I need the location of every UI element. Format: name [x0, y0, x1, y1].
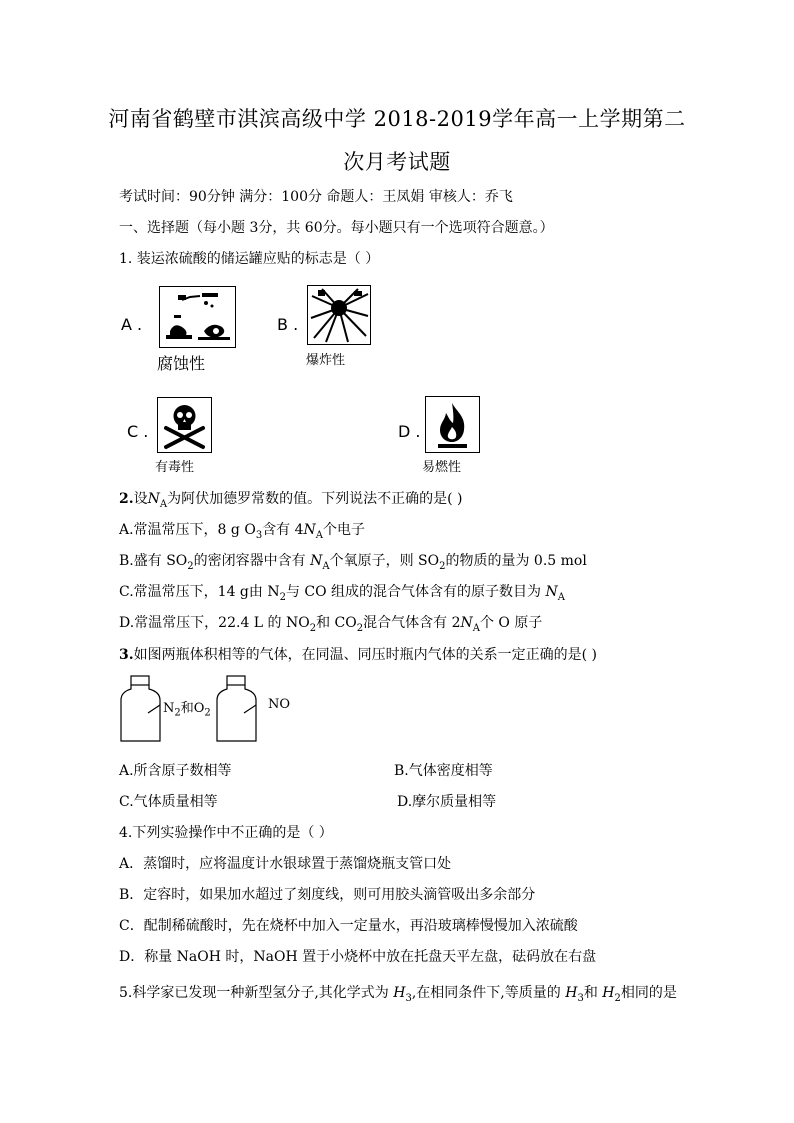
option-b-caption: 爆炸性: [306, 353, 346, 368]
skull-crossbones-icon: [158, 398, 211, 452]
explosive-sign: [307, 285, 371, 345]
question-3-option-b: B.气体密度相等: [394, 763, 493, 779]
option-a-letter: A .: [121, 315, 143, 334]
option-d-letter: D .: [398, 422, 421, 441]
option-c-letter: C .: [127, 422, 149, 441]
question-3-option-a: A.所含原子数相等: [119, 763, 232, 779]
flame-icon: [426, 397, 479, 452]
question-2-option-a: A.常温常压下，8 g $O_3$含有 $4N_A$个电子: [119, 522, 366, 541]
question-1-stem: 1. 装运浓硫酸的储运罐应贴的标志是（ ）: [119, 251, 380, 267]
explosive-icon: [308, 286, 370, 344]
toxic-sign: [157, 397, 212, 453]
exam-info: 考试时间：90分钟 满分：100分 命题人：王凤娟 审核人：乔飞: [119, 189, 513, 205]
question-4-stem: 4.下列实验操作中不正确的是（ ）: [119, 825, 333, 841]
question-2-option-b: B.盛有 $SO_2$的密闭容器中含有 $N_A$个氧原子，则 $SO_2$的物质的量为 0.5 mol: [119, 553, 587, 572]
page-title-line1: 河南省鹤壁市淇滨高级中学 2018-2019学年高一上学期第二: [108, 107, 686, 131]
question-4-option-b: B．定容时，如果加水超过了刻度线，则可用胶头滴管吸出多余部分: [119, 887, 536, 903]
question-3-option-c: C.气体质量相等: [119, 794, 218, 810]
question-3-option-d: D.摩尔质量相等: [397, 794, 497, 810]
question-2-option-c: C.常温常压下，14 g由 $N_2$与 CO 组成的混合气体含有的原子数目为 $N_A$: [119, 584, 565, 603]
question-2-option-d: D.常温常压下，22.4 L 的 $NO_2$和 $CO_2$混合气体含有 $2N_A$个 O 原子: [119, 615, 543, 634]
flammable-sign: [425, 396, 480, 453]
section-heading: 一、选择题（每小题 3分，共 60分。每小题只有一个选项符合题意。）: [119, 220, 554, 236]
question-3-stem: 3.如图两瓶体积相等的气体，在同温、同压时瓶内气体的关系一定正确的是( ): [119, 647, 597, 663]
option-c-caption: 有毒性: [155, 460, 195, 475]
question-4-option-d: D．称量 NaOH 时，NaOH 置于小烧杯中放在托盘天平左盘，砝码放在右盘: [119, 949, 597, 965]
question-4-option-a: A．蒸馏时，应将温度计水银球置于蒸馏烧瓶支管口处: [119, 856, 452, 872]
bottle-2-label: NO: [268, 697, 291, 712]
question-4-option-c: C．配制稀硫酸时，先在烧杯中加入一定量水，再沿玻璃棒慢慢加入浓硫酸: [119, 918, 578, 934]
option-a-caption: 腐蚀性: [157, 354, 206, 373]
question-5-stem: 5.科学家已发现一种新型氢分子,其化学式为 $H_3$,在相同条件下,等质量的 $H_3$和 $H_2$相同的是: [119, 985, 677, 1004]
corrosive-sign: [159, 286, 236, 348]
page-title-line2: 次月考试题: [343, 150, 451, 174]
question-2-stem: 2.设$N_A$为阿伏加德罗常数的值。下列说法不正确的是( ): [119, 491, 463, 510]
option-d-caption: 易燃性: [422, 460, 462, 475]
corrosive-icon: [160, 287, 235, 347]
bottle-1-label: $N_2$和$O_2$: [163, 701, 211, 719]
option-b-letter: B .: [277, 315, 299, 334]
